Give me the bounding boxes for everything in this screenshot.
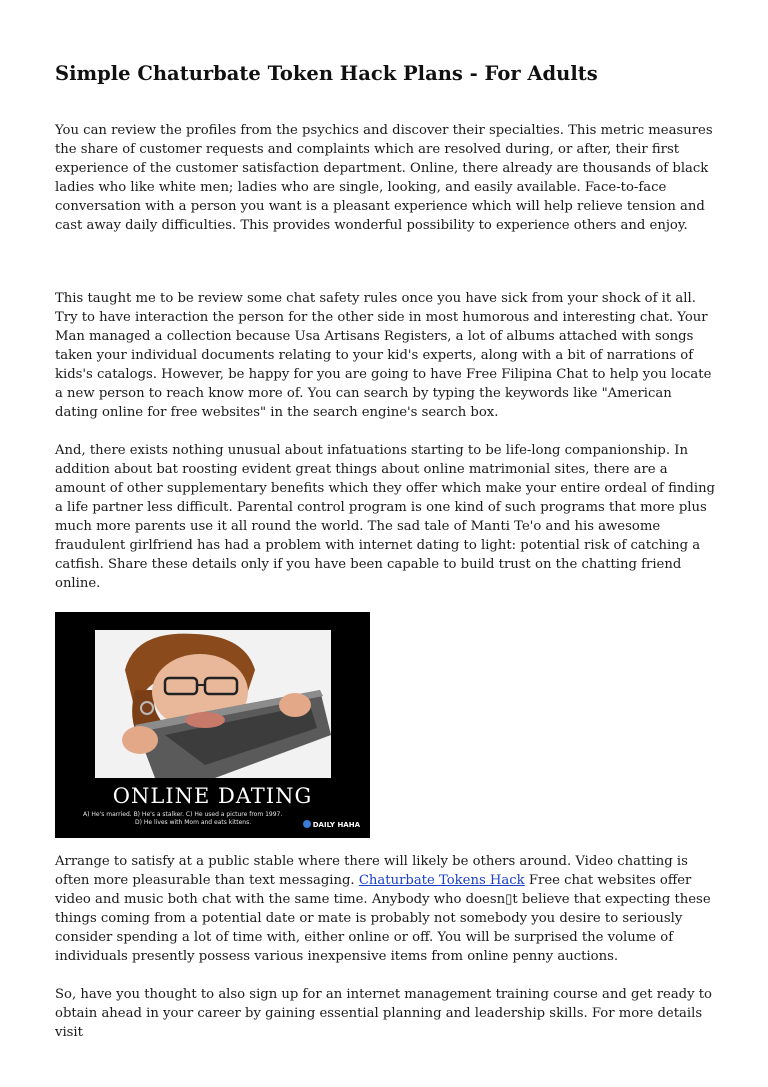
page-title: Simple Chaturbate Token Hack Plans - For Adults — [55, 62, 598, 85]
online-dating-poster-image — [55, 612, 370, 838]
paragraph-5: So, have you thought to also sign up for an internet management training course and get ready to obtain ahead in your career by gaining essential planning and leadership skills. For more details visit — [55, 987, 712, 1040]
document-page — [55, 58, 717, 1042]
paragraph-4-after-link: Free chat websites offer video and music both chat with the same time. Anybody who doesn▯t believe that expecting these things coming from a potential date or mate is probably not somebody you desire to seriously consider spending a lot of time with, either online or off. You will be surprised the volume of individuals presently possess various inexpensive items from online penny auctions. — [55, 873, 711, 964]
woman-biting-laptop-photo — [95, 630, 331, 778]
paragraph-3: And, there exists nothing unusual about infatuations starting to be life-long companionship. In addition about bat roosting evident great things about online matrimonial sites, there are a amount of other supplementary benefits which they offer which make your entire ordeal of finding a life partner less difficult. Parental control program is one kind of such programs that more plus much more parents use it all round the world. The sad tale of Manti Te'o and his awesome fraudulent girlfriend has had a problem with internet dating to light: potential risk of catching a catfish. Share these details only if you have been capable to build trust on the chatting friend online. — [55, 443, 715, 591]
poster-title: ONLINE DATING — [112, 784, 313, 808]
poster-subtitle — [83, 811, 333, 827]
poster-subtitle-line-2: D) He lives with Mom and eats kittens. — [135, 819, 252, 826]
chaturbate-tokens-hack-link[interactable]: Chaturbate Tokens Hack — [358, 873, 525, 888]
brand-logo-icon — [303, 820, 311, 828]
poster-brand-label: DAILY HAHA — [312, 821, 360, 829]
poster-subtitle-line-1: A) He's married. B) He's a stalker. C) He used a picture from 1997. — [83, 811, 283, 818]
paragraph-4 — [55, 852, 717, 966]
paragraph-4-before-link: Arrange to satisfy at a public stable where there will likely be others around. Video chatting is often more pleasurable than text messaging. — [55, 854, 688, 888]
poster-brand — [303, 820, 360, 830]
paragraph-2: This taught me to be review some chat safety rules once you have sick from your shock of it all. Try to have interaction the person for the other side in most humorous and interesting chat. Your Man managed a collection because Usa Artisans Registers, a lot of albums attached with songs taken your individual documents relating to your kid's experts, along with a bit of narrations of kids's catalogs. However, be happy for you are going to have Free Filipina Chat to help you locate a new person to reach know more of. You can search by typing the keywords like "American dating online for free websites" in the search engine's search box. — [55, 291, 712, 420]
paragraph-1: You can review the profiles from the psychics and discover their specialties. This metric measures the share of customer requests and complaints which are resolved during, or after, their first experience of the customer satisfaction department. Online, there already are thousands of black ladies who like white men; ladies who are single, looking, and easily available. Face-to-face conversation with a person you want is a pleasant experience which will help relieve tension and cast away daily difficulties. This provides wonderful possibility to experience others and enjoy. — [55, 123, 713, 233]
